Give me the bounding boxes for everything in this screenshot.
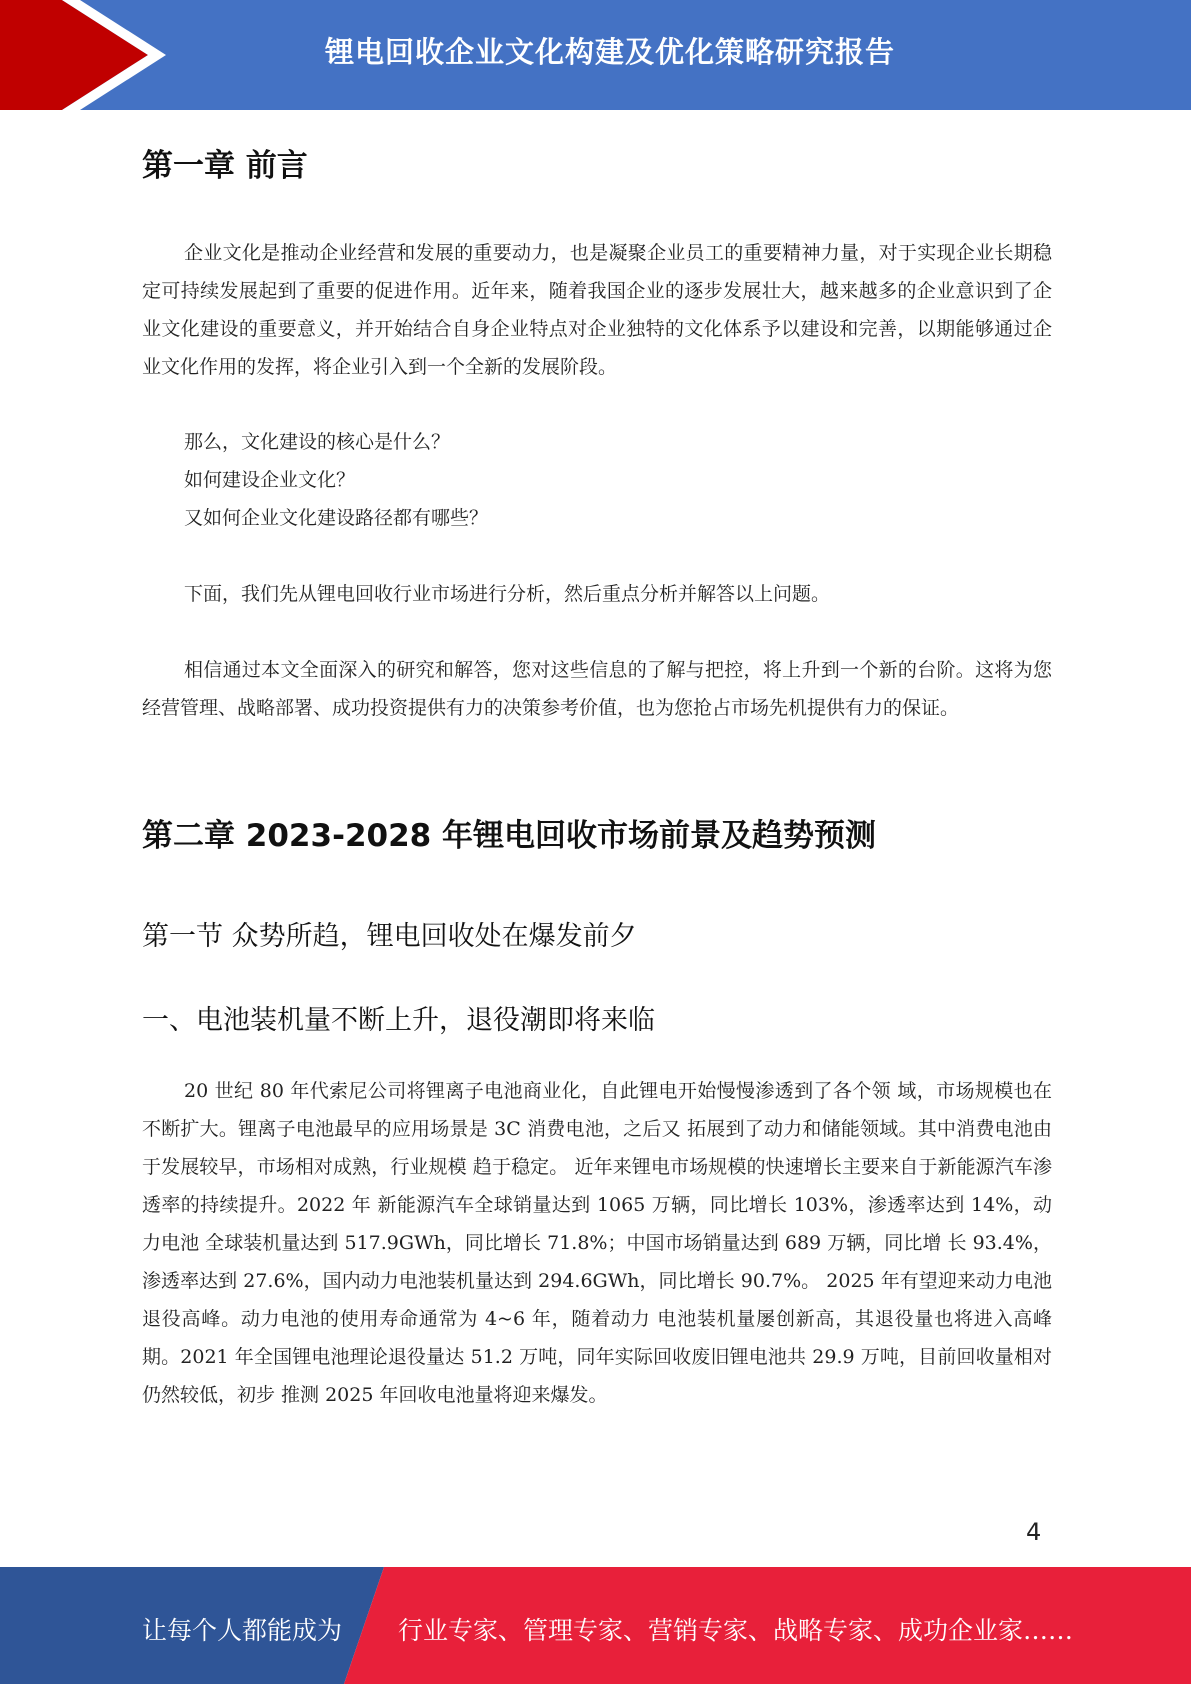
page-number: 4 bbox=[1026, 1518, 1042, 1546]
question-line-1: 那么，文化建设的核心是什么？ bbox=[184, 431, 451, 453]
chapter-1-paragraph-3: 相信通过本文全面深入的研究和解答，您对这些信息的了解与把控，将上升到一个新的台阶。这将为您经营管理、战略部署、成功投资提供有力的决策参考价值，也为您抢占市场先机提供有力的保证。 bbox=[142, 659, 1052, 719]
page-footer bbox=[0, 1567, 1191, 1684]
chapter-1-paragraph-2: 下面，我们先从锂电回收行业市场进行分析，然后重点分析并解答以上问题。 bbox=[184, 583, 831, 605]
footer-slogan-right: 行业专家、管理专家、营销专家、战略专家、成功企业家…… bbox=[398, 1616, 1074, 1645]
subsection-1-heading: 一、电池装机量不断上升，退役潮即将来临 bbox=[142, 1005, 655, 1036]
chapter-2-heading: 第二章 2023-2028 年锂电回收市场前景及趋势预测 bbox=[142, 818, 877, 854]
report-title: 锂电回收企业文化构建及优化策略研究报告 bbox=[324, 35, 895, 69]
chapter-2-paragraph-1: 20 世纪 80 年代索尼公司将锂离子电池商业化，自此锂电开始慢慢渗透到了各个领 域，市场规模也在不断扩大。锂离子电池最早的应用场景是 3C 消费电池，之后又 拓展到了动力和储能领域。其中消费电池由于发展较早，市场相对成熟，行业规模 趋于稳定。 近年来锂电市场规模的快速增长主要来自于新能源汽车渗透率的持续提升。2022 年 新能源汽车全球销量达到 1065 万辆，同比增长 103%，渗透率达到 14%，动力电池 全球装机量达到 517.9GWh，同比增长 71.8%；中国市场销量达到 689 万辆，同比增 长 93.4%，渗透率达到 27.6%，国内动力电池装机量达到 294.6GWh，同比增长 90.7%。 2025 年有望迎来动力电池退役高峰。动力电池的使用寿命通常为 4~6 年，随着动力 电池装机量屡创新高，其退役量也将进入高峰期。2021 年全国锂电池理论退役量达 51.2 万吨，同年实际回收废旧锂电池共 29.9 万吨，目前回收量相对仍然较低，初步 推测 2025 年回收电池量将迎来爆发。 bbox=[142, 1080, 1052, 1406]
section-1-heading: 第一节 众势所趋，锂电回收处在爆发前夕 bbox=[142, 921, 637, 952]
question-line-2: 如何建设企业文化？ bbox=[184, 469, 356, 491]
chapter-1-paragraph-1: 企业文化是推动企业经营和发展的重要动力，也是凝聚企业员工的重要精神力量，对于实现企业长期稳定可持续发展起到了重要的促进作用。近年来，随着我国企业的逐步发展壮大，越来越多的企业意识到了企业文化建设的重要意义，并开始结合自身企业特点对企业独特的文化体系予以建设和完善，以期能够通过企业文化作用的发挥，将企业引入到一个全新的发展阶段。 bbox=[142, 242, 1052, 378]
question-line-3: 又如何企业文化建设路径都有哪些？ bbox=[184, 507, 489, 529]
chapter-1-heading: 第一章 前言 bbox=[142, 148, 308, 184]
page-header bbox=[0, 0, 1191, 110]
footer-slogan-left: 让每个人都能成为 bbox=[142, 1616, 343, 1645]
